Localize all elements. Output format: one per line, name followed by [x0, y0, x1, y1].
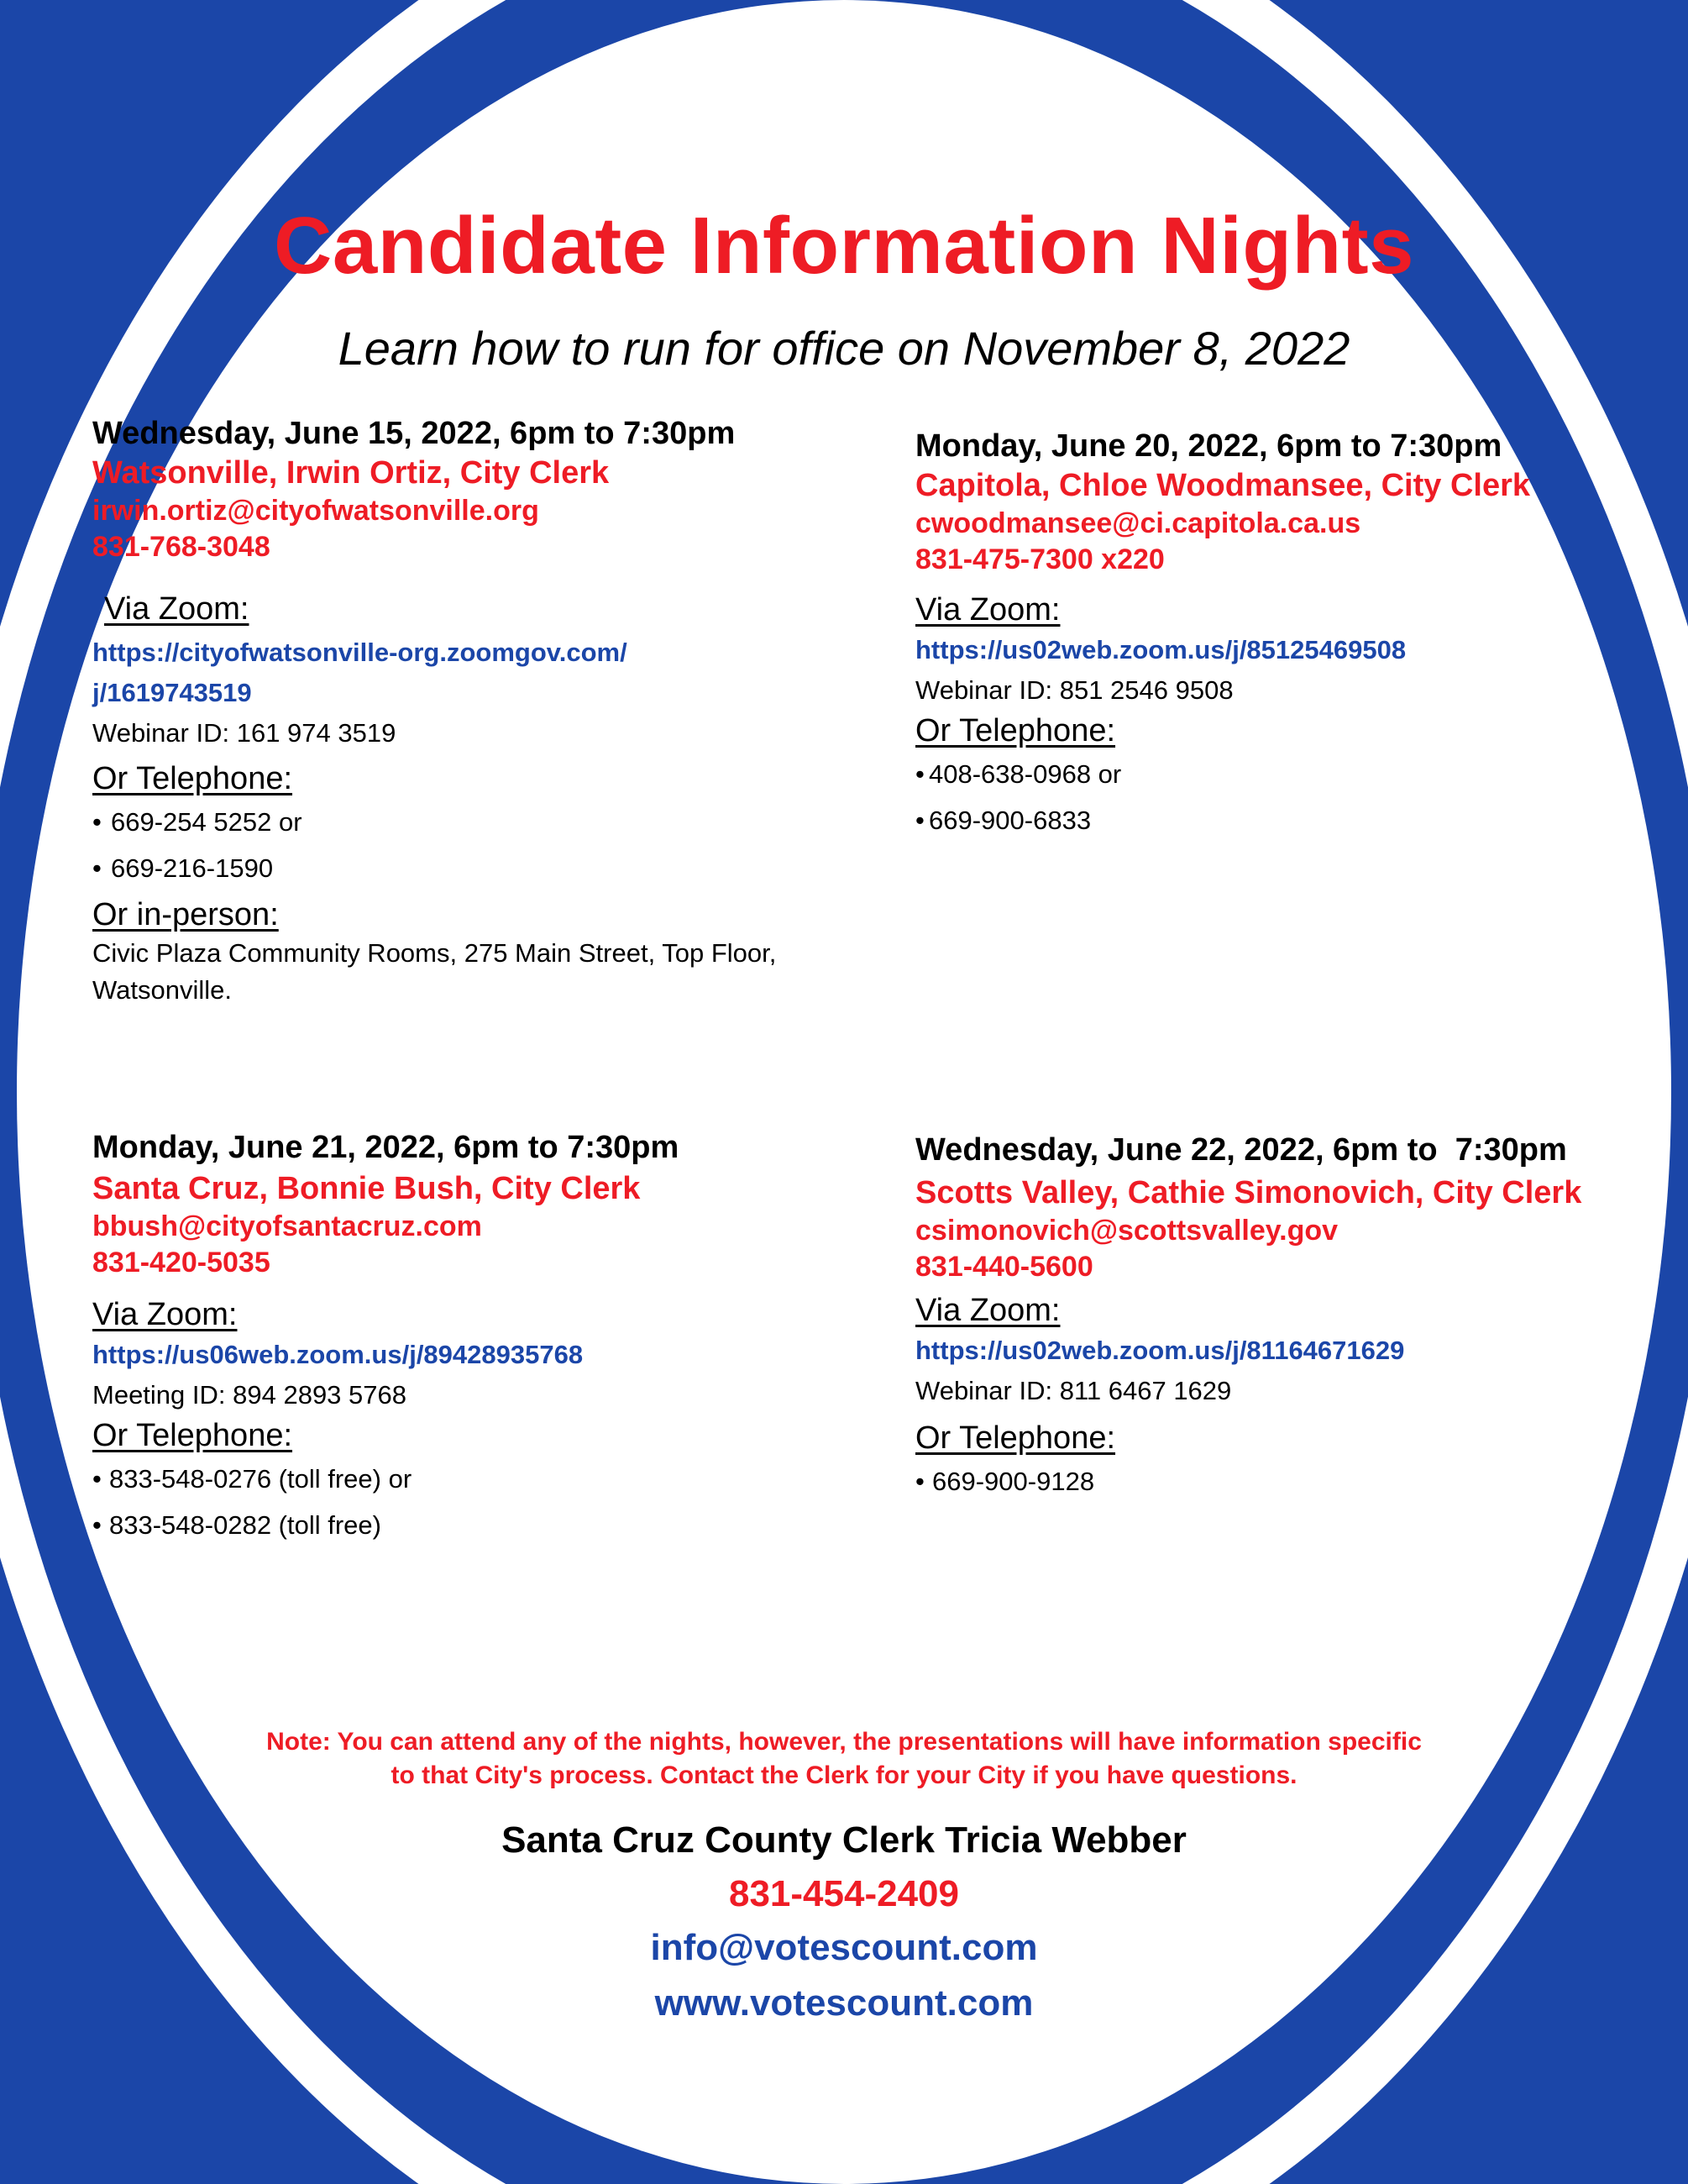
- zoom-heading: Via Zoom:: [915, 1293, 1061, 1328]
- event-city-clerk: Scotts Valley, Cathie Simonovich, City Clerk: [915, 1175, 1582, 1210]
- bullet-icon: •: [92, 1464, 102, 1494]
- bullet-icon: •: [92, 807, 102, 837]
- clerk-phone: 831-768-3048: [92, 531, 270, 563]
- clerk-phone: 831-420-5035: [92, 1247, 270, 1278]
- webinar-id: Webinar ID: 161 974 3519: [92, 718, 396, 748]
- bullet-icon: •: [915, 759, 925, 789]
- in-person-heading: Or in-person:: [92, 897, 279, 932]
- clerk-email[interactable]: csimonovich@scottsvalley.gov: [915, 1215, 1339, 1247]
- county-clerk-name: Santa Cruz County Clerk Tricia Webber: [501, 1819, 1187, 1861]
- clerk-email[interactable]: cwoodmansee@ci.capitola.ca.us: [915, 507, 1361, 539]
- clerk-phone: 831-440-5600: [915, 1251, 1093, 1283]
- bullet-icon: •: [92, 1510, 102, 1540]
- page-subtitle: Learn how to run for office on November 8, 2022: [338, 322, 1350, 375]
- zoom-link-continued[interactable]: j/1619743519: [92, 678, 252, 707]
- clerk-email[interactable]: bbush@cityofsantacruz.com: [92, 1210, 482, 1242]
- telephone-item: • 669-254 5252 or: [92, 799, 781, 845]
- zoom-link[interactable]: https://us02web.zoom.us/j/81164671629: [915, 1336, 1405, 1365]
- in-person-address: Civic Plaza Community Rooms, 275 Main Street, Top Floor, Watsonville.: [92, 938, 777, 1005]
- county-website-link[interactable]: www.votescount.com: [654, 1982, 1034, 2024]
- meeting-id: Meeting ID: 894 2893 5768: [92, 1380, 406, 1410]
- telephone-item: • 669-900-9128: [915, 1458, 1581, 1504]
- event-santa-cruz: [92, 1128, 679, 1548]
- county-clerk-phone: 831-454-2409: [728, 1873, 959, 1914]
- event-city-clerk: Watsonville, Irwin Ortiz, City Clerk: [92, 455, 610, 491]
- zoom-heading: Via Zoom:: [915, 592, 1061, 627]
- attendance-note: [0, 1725, 1688, 1793]
- zoom-link[interactable]: https://cityofwatsonville-org.zoomgov.com/: [92, 638, 627, 667]
- bullet-icon: •: [915, 1467, 925, 1496]
- zoom-link[interactable]: https://us02web.zoom.us/j/85125469508: [915, 635, 1407, 664]
- telephone-item: • 669-216-1590: [92, 845, 781, 891]
- zoom-heading: Via Zoom:: [92, 1297, 238, 1332]
- page-title: Candidate Information Nights: [274, 201, 1414, 291]
- event-city-clerk: Santa Cruz, Bonnie Bush, City Clerk: [92, 1171, 641, 1206]
- clerk-phone: 831-475-7300 x220: [915, 543, 1165, 575]
- telephone-item: • 833-548-0276 (toll free) or: [92, 1456, 679, 1502]
- event-date: Monday, June 20, 2022, 6pm to 7:30pm: [915, 428, 1502, 464]
- county-clerk-email[interactable]: info@votescount.com: [650, 1927, 1038, 1968]
- zoom-heading: Via Zoom:: [104, 591, 249, 627]
- clerk-email[interactable]: irwin.ortiz@cityofwatsonville.org: [92, 495, 539, 527]
- webinar-id: Webinar ID: 811 6467 1629: [915, 1376, 1232, 1405]
- event-watsonville: [92, 414, 781, 1009]
- telephone-heading: Or Telephone:: [915, 1420, 1116, 1456]
- bullet-icon: •: [92, 853, 102, 883]
- event-capitola: [915, 427, 1530, 843]
- event-date: Wednesday, June 15, 2022, 6pm to 7:30pm: [92, 416, 736, 451]
- telephone-heading: Or Telephone:: [915, 713, 1116, 748]
- zoom-link[interactable]: https://us06web.zoom.us/j/89428935768: [92, 1340, 584, 1369]
- telephone-item: • 833-548-0282 (toll free): [92, 1502, 679, 1548]
- telephone-heading: Or Telephone:: [92, 761, 293, 796]
- telephone-item: • 408-638-0968 or: [915, 751, 1530, 797]
- note-line-2: to that City's process. Contact the Clerk for your City if you have questions.: [391, 1761, 1297, 1789]
- event-scotts-valley: [915, 1131, 1581, 1504]
- event-date: Monday, June 21, 2022, 6pm to 7:30pm: [92, 1130, 679, 1165]
- telephone-heading: Or Telephone:: [92, 1418, 293, 1453]
- event-city-clerk: Capitola, Chloe Woodmansee, City Clerk: [915, 468, 1531, 503]
- note-line-1: Note: You can attend any of the nights, however, the presentations will have information specific: [266, 1728, 1422, 1756]
- event-date: Wednesday, June 22, 2022, 6pm to 7:30pm: [915, 1132, 1567, 1168]
- webinar-id: Webinar ID: 851 2546 9508: [915, 675, 1234, 705]
- telephone-item: • 669-900-6833: [915, 797, 1530, 843]
- bullet-icon: •: [915, 806, 925, 835]
